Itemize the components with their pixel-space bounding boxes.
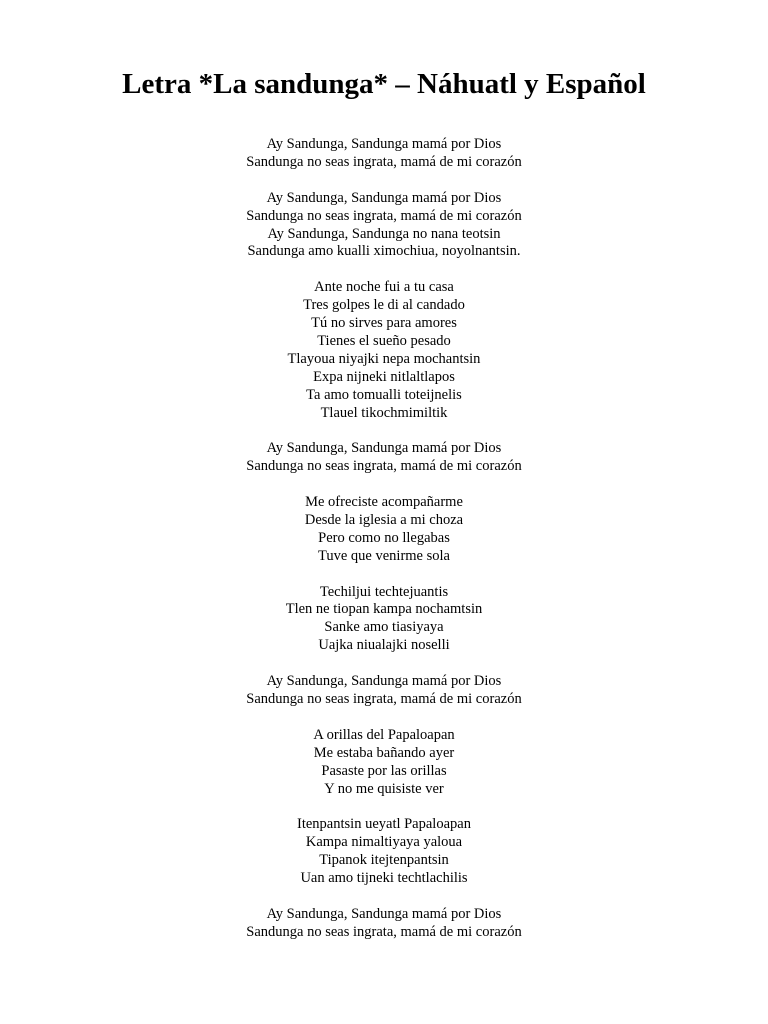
lyric-line: Tlayoua niyajki nepa mochantsin (287, 350, 481, 367)
lyric-line: Ta amo tomualli toteijnelis (306, 386, 462, 403)
lyric-line: Kampa nimaltiyaya yaloua (305, 834, 463, 851)
lyric-line: Tuve que venirme sola (318, 547, 450, 564)
lyric-line: Techiljui techtejuantis (319, 583, 449, 600)
stanza (0, 279, 768, 422)
stanza (0, 673, 768, 709)
lyric-line: Ay Sandunga, Sandunga mamá por Dios (266, 440, 502, 457)
lyric-line: Me ofreciste acompañarme (305, 494, 463, 511)
stanza (0, 190, 768, 262)
lyric-line: Ay Sandunga, Sandunga mamá por Dios (266, 905, 502, 922)
lyric-line: Sandunga no seas ingrata, mamá de mi corazón (246, 207, 522, 224)
stanza (0, 727, 768, 799)
lyric-line: Pero como no llegabas (318, 529, 450, 546)
lyric-line: Ay Sandunga, Sandunga no nana teotsin (267, 225, 501, 242)
stanza (0, 584, 768, 656)
lyrics-body (0, 136, 768, 960)
lyric-line: Y no me quisiste ver (324, 780, 444, 797)
stanza (0, 906, 768, 942)
stanza (0, 136, 768, 172)
lyric-line: Sanke amo tiasiyaya (324, 619, 444, 636)
lyric-line: Uan amo tijneki techtlachilis (300, 870, 468, 887)
lyric-line: Sandunga no seas ingrata, mamá de mi corazón (246, 691, 522, 707)
page-title: Letra *La sandunga* – Náhuatl y Español (122, 68, 646, 100)
stanza (0, 440, 768, 476)
lyric-line: Tlauel tikochmimiltik (320, 404, 448, 421)
lyric-line: Tú no sirves para amores (311, 315, 457, 332)
lyric-line: Sandunga no seas ingrata, mamá de mi corazón (246, 153, 522, 170)
lyric-line: Ay Sandunga, Sandunga mamá por Dios (266, 136, 502, 152)
lyric-line: Uajka niualajki noselli (318, 637, 450, 654)
lyric-line: Pasaste por las orillas (321, 762, 447, 779)
lyric-line: Ay Sandunga, Sandunga mamá por Dios (266, 189, 502, 206)
lyric-line: Desde la iglesia a mi choza (304, 511, 464, 528)
lyric-line: Sandunga no seas ingrata, mamá de mi corazón (246, 923, 522, 940)
lyric-line: Tlen ne tiopan kampa nochamtsin (285, 601, 483, 618)
lyric-line: Tipanok itejtenpantsin (319, 852, 449, 869)
lyric-line: Tienes el sueño pesado (317, 332, 451, 349)
lyric-line: Tres golpes le di al candado (303, 297, 465, 314)
lyric-line: Ante noche fui a tu casa (314, 279, 454, 296)
stanza (0, 494, 768, 566)
lyric-line: Itenpantsin ueyatl Papaloapan (297, 816, 471, 833)
lyric-line: Me estaba bañando ayer (313, 744, 455, 761)
stanza (0, 816, 768, 888)
lyric-line: Expa nijneki nitlaltlapos (313, 368, 455, 385)
lyric-line: Ay Sandunga, Sandunga mamá por Dios (266, 673, 502, 690)
lyric-line: Sandunga amo kualli ximochiua, noyolnantsin. (247, 243, 521, 260)
lyric-line: Sandunga no seas ingrata, mamá de mi corazón (246, 458, 522, 475)
lyric-line: A orillas del Papaloapan (313, 726, 455, 743)
